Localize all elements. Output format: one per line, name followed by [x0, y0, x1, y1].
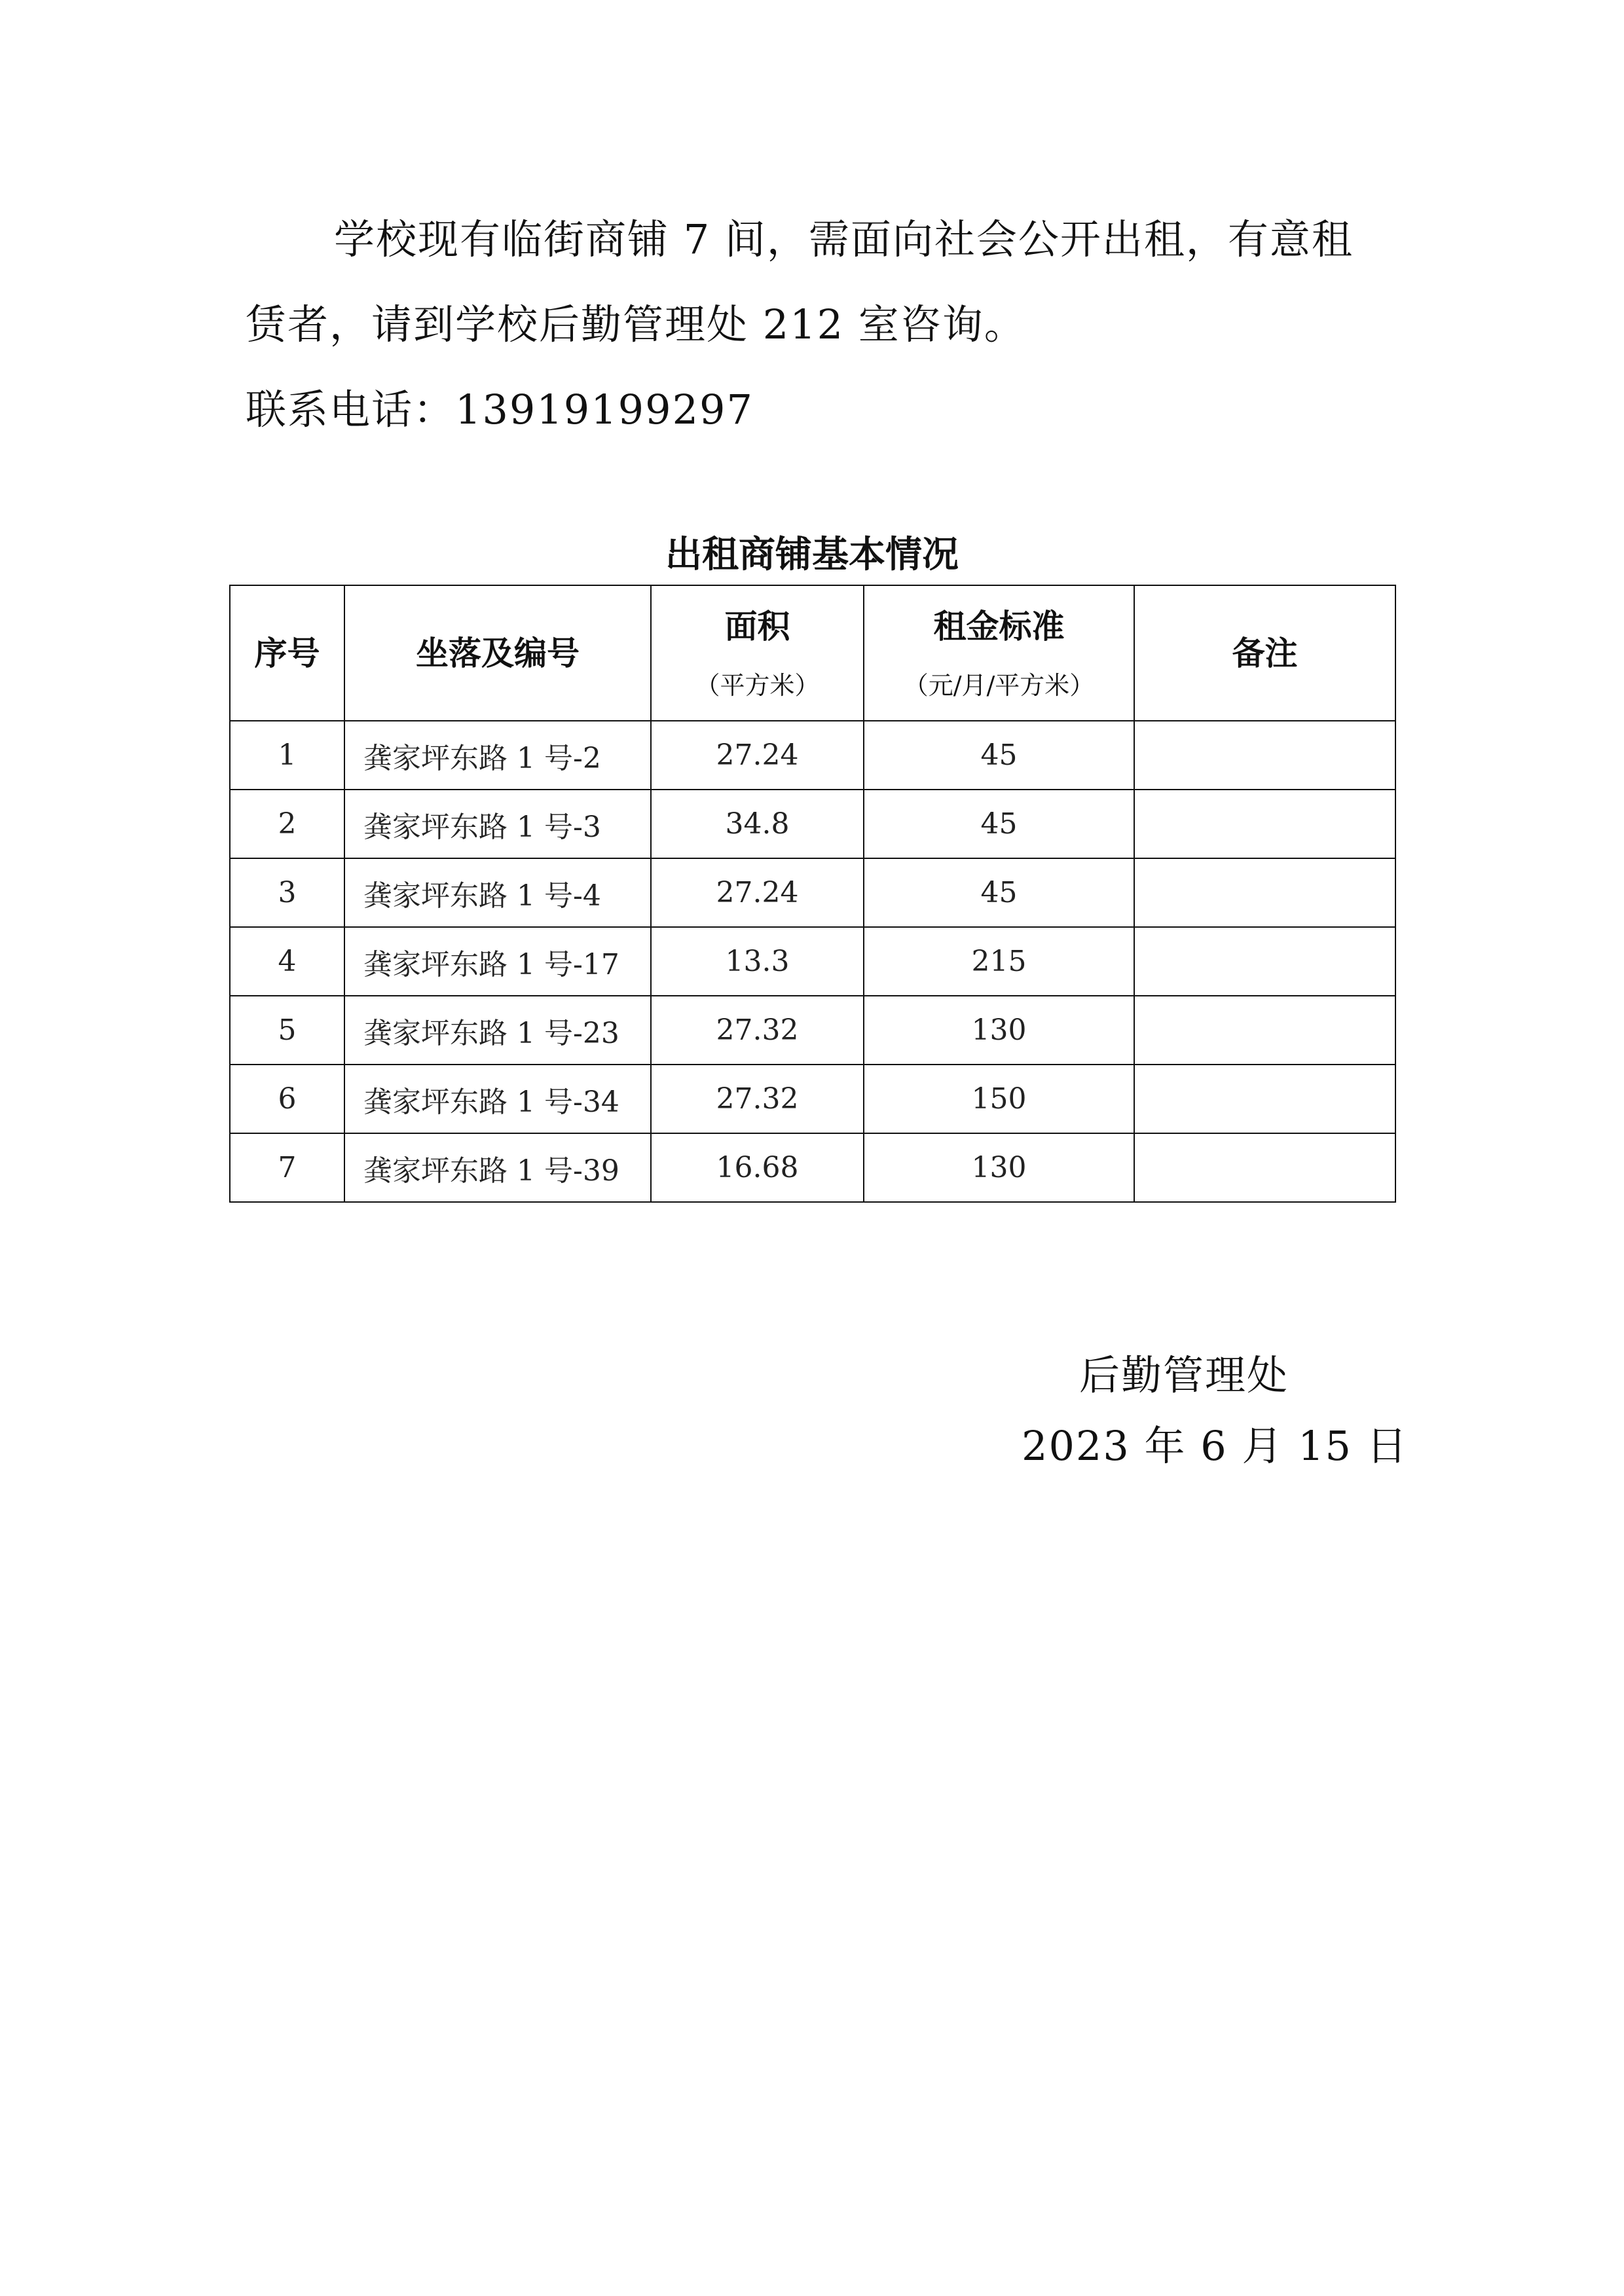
table-row	[230, 1133, 1395, 1202]
cell-area: 27.24	[651, 858, 864, 927]
cell-location: 龚家坪东路 1 号-39	[344, 1133, 651, 1202]
header-rent-unit: （元/月/平方米）	[903, 670, 1095, 700]
notice-line-1: 学校现有临街商铺 7 间，需面向社会公开出租，有意租	[334, 215, 1354, 263]
cell-rent: 130	[864, 1133, 1134, 1202]
signature-department: 后勤管理处	[1079, 1351, 1289, 1399]
header-area	[651, 585, 864, 721]
cell-index: 1	[230, 721, 344, 790]
table-row	[230, 1065, 1395, 1133]
cell-remark	[1134, 721, 1395, 790]
contact-phone: 联系电话：13919199297	[246, 386, 754, 433]
cell-location: 龚家坪东路 1 号-23	[344, 996, 651, 1065]
cell-remark	[1134, 790, 1395, 858]
header-location	[344, 585, 651, 721]
header-rent	[864, 585, 1134, 721]
cell-area: 13.3	[651, 927, 864, 996]
cell-index: 3	[230, 858, 344, 927]
cell-area: 27.24	[651, 721, 864, 790]
cell-rent: 130	[864, 996, 1134, 1065]
cell-rent: 45	[864, 790, 1134, 858]
cell-location: 龚家坪东路 1 号-17	[344, 927, 651, 996]
table-row	[230, 790, 1395, 858]
table-row	[230, 858, 1395, 927]
table-row	[230, 927, 1395, 996]
table-title: 出租商铺基本情况	[665, 534, 959, 576]
cell-rent: 45	[864, 858, 1134, 927]
header-area-unit: （平方米）	[695, 670, 820, 700]
cell-remark	[1134, 927, 1395, 996]
cell-area: 34.8	[651, 790, 864, 858]
header-location-label: 坐落及编号	[416, 634, 580, 672]
signature-date: 2023 年 6 月 15 日	[1022, 1422, 1409, 1470]
cell-location: 龚家坪东路 1 号-3	[344, 790, 651, 858]
cell-remark	[1134, 1133, 1395, 1202]
cell-location: 龚家坪东路 1 号-2	[344, 721, 651, 790]
header-index	[230, 585, 344, 721]
table-row	[230, 996, 1395, 1065]
cell-index: 6	[230, 1065, 344, 1133]
cell-location: 龚家坪东路 1 号-4	[344, 858, 651, 927]
cell-rent: 215	[864, 927, 1134, 996]
cell-location: 龚家坪东路 1 号-34	[344, 1065, 651, 1133]
cell-remark	[1134, 1065, 1395, 1133]
cell-remark	[1134, 858, 1395, 927]
cell-index: 4	[230, 927, 344, 996]
shop-table	[229, 585, 1396, 1203]
cell-area: 16.68	[651, 1133, 864, 1202]
header-remark	[1134, 585, 1395, 721]
cell-area: 27.32	[651, 1065, 864, 1133]
cell-index: 2	[230, 790, 344, 858]
header-rent-label: 租金标准	[933, 607, 1065, 646]
header-index-label: 序号	[254, 634, 320, 672]
cell-index: 7	[230, 1133, 344, 1202]
header-area-label: 面积	[724, 607, 790, 646]
header-remark-label: 备注	[1232, 634, 1298, 672]
table-header-row	[230, 585, 1395, 721]
cell-remark	[1134, 996, 1395, 1065]
cell-rent: 150	[864, 1065, 1134, 1133]
notice-line-2: 赁者，请到学校后勤管理处 212 室咨询。	[246, 301, 1026, 348]
cell-rent: 45	[864, 721, 1134, 790]
cell-index: 5	[230, 996, 344, 1065]
table-row	[230, 721, 1395, 790]
cell-area: 27.32	[651, 996, 864, 1065]
